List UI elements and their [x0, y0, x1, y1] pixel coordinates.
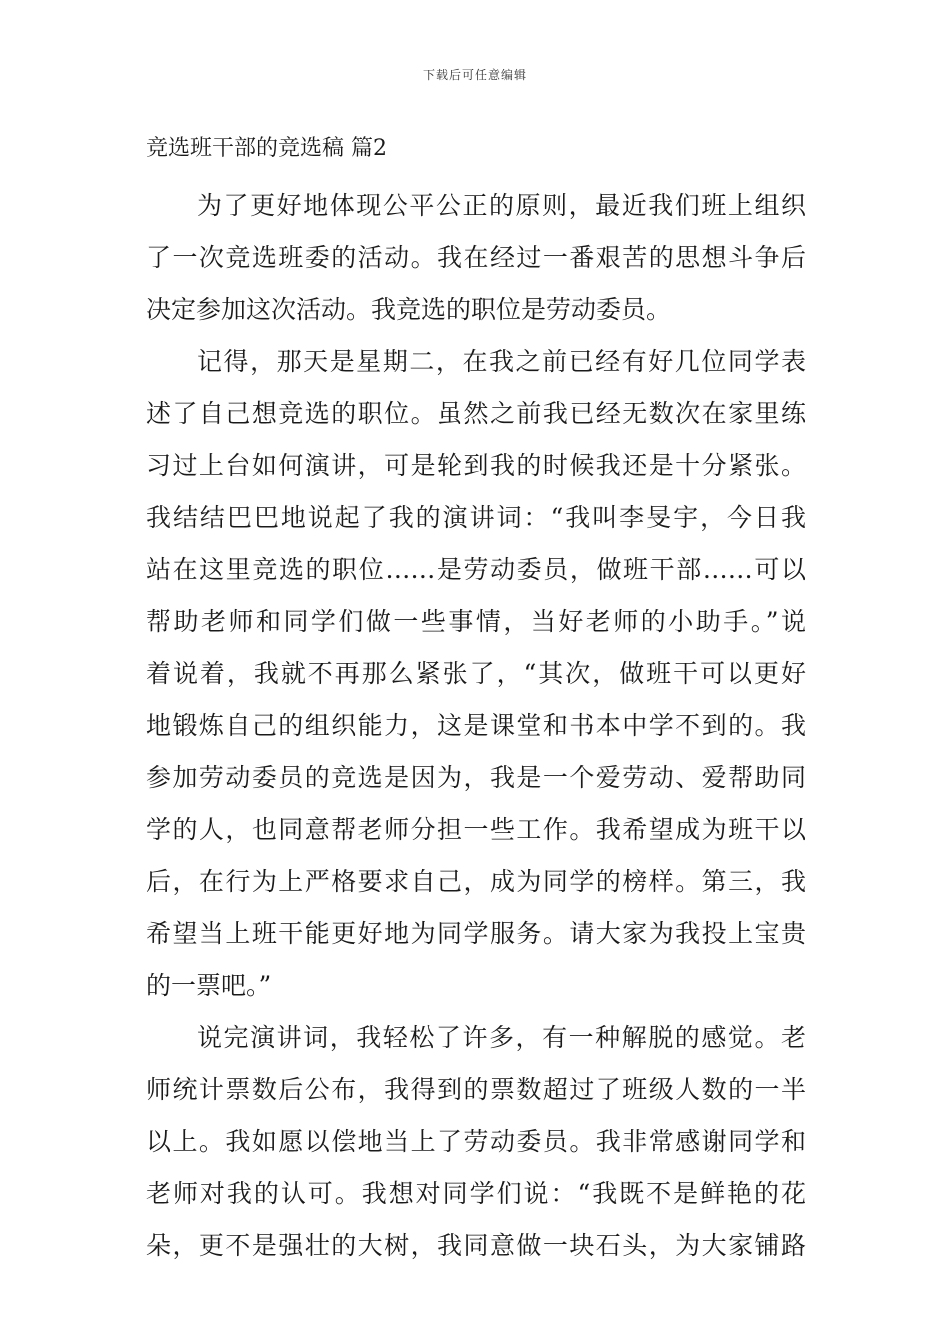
paragraph-1: [146, 180, 806, 336]
paragraph-3: [146, 1012, 806, 1272]
text-line: 习过上台如何演讲，可是轮到我的时候我还是十分紧张。: [146, 451, 806, 480]
text-line: 帮助老师和同学们做一些事情，当好老师的小助手。”说: [146, 607, 806, 636]
text-line: 述了自己想竞选的职位。虽然之前我已经无数次在家里练: [146, 399, 806, 428]
text-line: 学的人，也同意帮老师分担一些工作。我希望成为班干以: [146, 815, 806, 844]
text-line: 以上。我如愿以偿地当上了劳动委员。我非常感谢同学和: [146, 1127, 806, 1156]
document-title: 竞选班干部的竞选稿 篇2: [146, 136, 387, 161]
text-line: 站在这里竞选的职位……是劳动委员，做班干部……可以: [146, 555, 806, 584]
document-body: [146, 180, 806, 1272]
text-line: 后，在行为上严格要求自己，成为同学的榜样。第三，我: [146, 867, 806, 896]
text-line: 地锻炼自己的组织能力，这是课堂和书本中学不到的。我: [146, 711, 806, 740]
text-line: 着说着，我就不再那么紧张了，“其次，做班干可以更好: [146, 659, 806, 688]
paragraph-2: [146, 336, 806, 1012]
text-line: 朵，更不是强壮的大树，我同意做一块石头，为大家铺路: [146, 1231, 806, 1260]
text-line: 希望当上班干能更好地为同学服务。请大家为我投上宝贵: [146, 919, 806, 948]
page-header-note: 下载后可任意编辑: [422, 68, 527, 82]
text-line: 为了更好地体现公平公正的原则，最近我们班上组织: [197, 191, 806, 220]
text-line: 老师对我的认可。我想对同学们说：“我既不是鲜艳的花: [146, 1179, 806, 1208]
text-line: 说完演讲词，我轻松了许多，有一种解脱的感觉。老: [197, 1023, 806, 1052]
text-line: 我结结巴巴地说起了我的演讲词：“我叫李旻宇，今日我: [146, 503, 806, 532]
text-line: 决定参加这次活动。我竞选的职位是劳动委员。: [146, 295, 672, 324]
text-line: 参加劳动委员的竞选是因为，我是一个爱劳动、爱帮助同: [146, 763, 806, 792]
text-line: 的一票吧。”: [146, 971, 272, 1000]
text-line: 了一次竞选班委的活动。我在经过一番艰苦的思想斗争后: [146, 243, 806, 272]
text-line: 记得，那天是星期二，在我之前已经有好几位同学表: [197, 347, 806, 376]
text-line: 师统计票数后公布，我得到的票数超过了班级人数的一半: [146, 1075, 806, 1104]
